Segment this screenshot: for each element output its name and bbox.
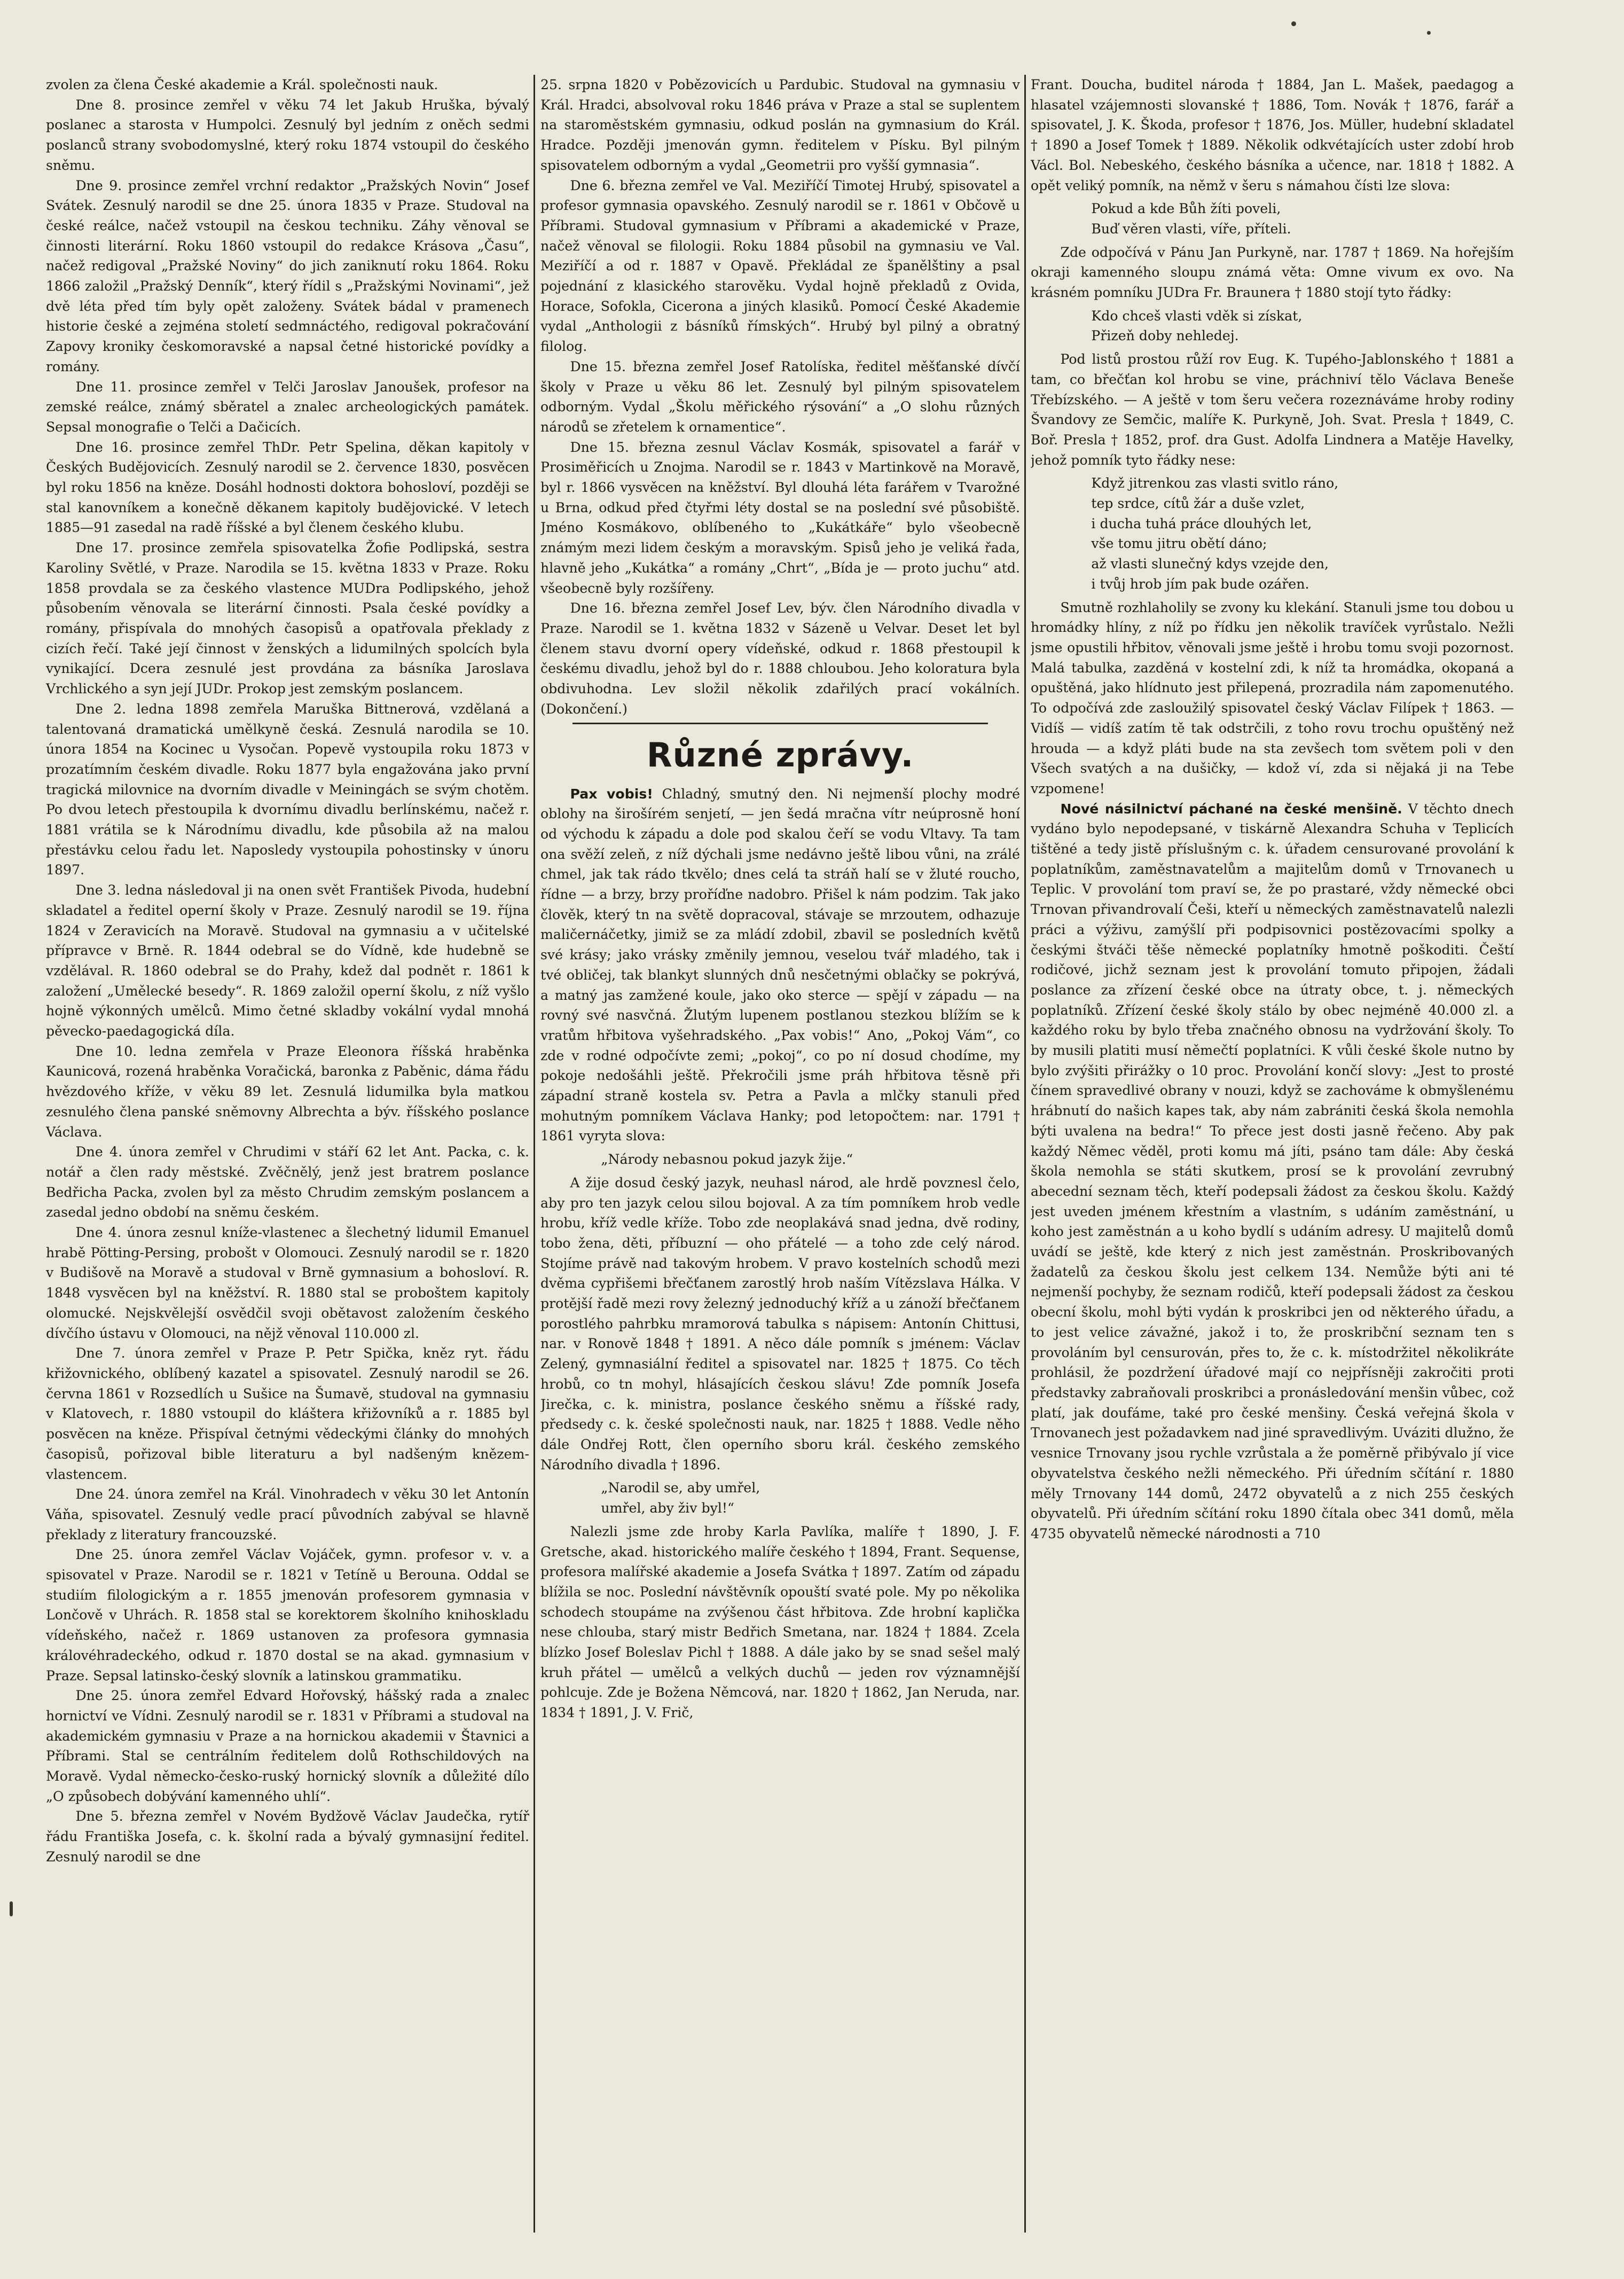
news-paragraph: Nalezli jsme zde hroby Karla Pavlíka, malíře † 1890, J. F. Gretsche, akad. historického malíře českého † 1894, Frant. Sequense, profesora malířské akademie a Josefa Svátka † 1897. Zatím od západu blížila se noc. Poslední návštěvník opouští svaté pole. My po několika schodech stoupáme na zvýšenou část hřbitova. Zde hrobní kaplička nese chlouba, starý mistr Bedřich Smetana, nar. 1824 † 1884. Zcela blízko Josef Boleslav Pichl † 1888. A dále jako by se snad sešel malý kruh přátel — umělců a velkých duchů — jeden rov významnější pohlcuje. Zde je Božena Němcová, nar. 1820 † 1862, Jan Neruda, nar. 1834 † 1891, J. V. Frič, [540, 1523, 1020, 1721]
obituary-paragraph: Dne 15. března zesnul Václav Kosmák, spisovatel a farář v Prosiměřicích u Znojma. Narodil se r. 1843 v Martinkově na Moravě, byl r. 1866 vysvěcen na kněžství. Byl dlouhá léta farářem v Tvarožné u Brna, odkud před čtyřmi léty dostal se na poslední své působiště. Jméno Kosmákovo, oblíbeného to „Kukátkáře“ bylo všeobecně známým mezi lidem českým a moravským. Spisů jeho je veliká řada, hlavně jeho „Kukátka“ a romány „Chrt“, „Bída je — proto juchu“ atd. všeobecně byly rozšířeny. [540, 439, 1020, 596]
obituary-paragraph: Dne 16. prosince zemřel ThDr. Petr Spelina, děkan kapitoly v Českých Budějovicích. Zesnulý narodil se 2. července 1830, posvěcen byl roku 1856 na kněze. Dosáhl hodnosti doktora bohosloví, později se stal kanovníkem a konečně děkanem kapitoly budějovické. V letech 1885—91 zasedal na radě říšské a byl členem českého klubu. [46, 439, 529, 536]
column-left [46, 75, 529, 2233]
verse-line: vše tomu jitru obětí dáno; [1091, 536, 1267, 552]
obituary-paragraph: Dne 25. února zemřel Edvard Hořovský, hášský rada a znalec hornictví ve Vídni. Zesnulý narodil se r. 1831 v Příbrami a studoval na akademickém gymnasiu v Praze a na hornickou akademii v Štavnici a Příbrami. Stal se centrálním ředitelem dolů Rothschildových na Moravě. Vydal německo-česko-ruský hornický slovník a důležité dílo „O způsobech dobývání kamenného uhlí“. [46, 1688, 529, 1804]
section-title: Různé zprávy. [646, 735, 914, 774]
verse-line: i tvůj hrob jím pak bude ozářen. [1091, 576, 1309, 592]
verse-line: umřel, aby živ byl!“ [601, 1500, 734, 1516]
quoted-verse [601, 1149, 1020, 1170]
obituary-paragraph: Dne 25. února zemřel Václav Vojáček, gymn. profesor v. v. a spisovatel v Praze. Narodil se r. 1821 v Tetíně u Berouna. Oddal se studiím filologickým a r. 1855 jmenován profesorem gymnasia v Lončově v Uhrách. R. 1858 stal se korektorem školního knihoskladu vídeňského, načež r. 1869 ustanoven za profesora gymnasia královéhradeckého, odkud r. 1870 dostal se na akad. gymnasium v Praze. Sepsal latinsko-český slovník a latinskou grammatiku. [46, 1547, 529, 1683]
verse-line: „Narodil se, aby umřel, [601, 1480, 760, 1496]
obituary-paragraph: Dne 15. března zemřel Josef Ratolíska, ředitel měšťanské dívčí školy v Praze u věku 86 let. Zesnulý byl pilným spisovatelem odborným. Vydal „Školu měřického rýsování“ a „O slohu různých národů se zřetelem k ornamentice“. [540, 358, 1020, 435]
quoted-verse [1091, 473, 1514, 594]
obituary-paragraph: Dne 11. prosince zemřel v Telči Jaroslav Janoušek, profesor na zemské reálce, známý sběratel a znalec archeologických památek. Sepsal monografie o Telči a Dačicích. [46, 379, 529, 435]
obituary-paragraph: Dne 2. ledna 1898 zemřela Maruška Bittnerová, vzdělaná a talentovaná dramatická umělkyně česká. Zesnulá narodila se 10. února 1854 na Kocinec u Vysočan. Popevě vystoupila roku 1873 v prozatímním českém divadle. Roku 1877 byla engažována jako první tragická milovnice na dvorním divadle v Meiningách se svým chotěm. Po dvou letech přestoupila k dvornímu divadlu berlínskému, načež r. 1881 vrátila se k Národnímu divadlu, kde působila až na malou přestávku celou řadu let. Naposledy vystoupila pohostinsky v únoru 1897. [46, 701, 529, 878]
news-item [540, 784, 1020, 1147]
verse-line: Pokud a kde Bůh žíti poveli, [1091, 201, 1281, 217]
verse-line: Buď věren vlasti, víře, příteli. [1091, 221, 1291, 237]
news-paragraph: Zde odpočívá v Pánu Jan Purkyně, nar. 1787 † 1869. Na hořejším okraji kamenného sloupu známá věta: Omne vivum ex ovo. Na krásném pomníku JUDra Fr. Braunera † 1880 stojí tyto řádky: [1031, 244, 1514, 301]
news-text: V těchto dnech vydáno bylo nepodepsané, v tiskárně Alexandra Schuha v Teplicích tištěné a tedy jistě příslušným c. k. úřadem censurované provolání k poplatníkům, zaměstnavatelům a majitelům domů v Trnovanech u Teplic. V provolání tom praví se, že po prastaré, vždy německé obci Trnovan přivandrovalí Češi, kteří u německých zaměstnavatelů nalezli práci a výživu, zamýšlí při podpisovnici postězovacími spolky a českými štváči těše německé poplatníky hmotně poškoditi. Čeští rodičové, jichž seznam jest k provolání tomuto připojen, žádali poslance za zřízení české obce na útraty obce, t. j. německých poplatníků. Zřízení české školy stálo by obec nejméně 40.000 zl. a každého roku by bylo třeba značného obnosu na vydržování školy. To by musili platiti musí němečtí poplatníci. K vůli české škole nutno by bylo zvýšiti přirážky o 10 proc. Provolání končí slovy: „Jest to prosté čínem spravedlivé obrany v nouzi, když se zachováme k obmyšlenému hrábnutí do našich kapes tak, aby nám zabrániti česká škola nemohla býti uvalena na bedra!“ To přece jest dosti jasně řečeno. Aby pak každý Němec věděl, proti komu má jíti, psáno tam dále: Aby česká škola nemohla se státi skutkem, prosí se k provolání zevrubný abecední seznam těch, kteří podepsali žádost za českou školu. Každý jest uveden jménem křestním a vlastním, s udáním zaměstnání, u koho jest zaměstnán a u koho bydlí s udáním adresy. U majitelů domů uvádí se ještě, kde který z nich jest zaměstnán. Proskribovaných žadatelů za českou školu jest celkem 134. Nemůže býti ani té nejmenší pochyby, že seznam rodičů, kteří podepsali žádost za českou obecní školu, mohl býti vydán k proskribci jen od některého úřadu, a to jest velice závažné, jakož i to, že proskribční seznam ten s provoláním byl censurován, přes to, že c. k. místodržitel několikráte prohlásil, že pozdržení úřadové mají co nejpřísněji zakročiti proti představky zabraňovali proskribci a pronásledování menšin vůbec, což platí, jak doufáme, také pro české menšiny. Česká veřejná škola v Trnovanech jest požadavkem nad jiné spravedlivým. Uváziti dlužno, že vesnice Trnovany jsou rychle vzrůstala a že poměrně přibývalo jí vice obyvatelstva českého nežli německého. Při úředním sčítání r. 1880 měly Trnovany 144 domů, 2472 obyvatelů a z nich 255 českých obyvatelů. Při úředním sčítání roku 1890 čítala obec 341 domů, měla 4735 obyvatelů německé národnosti a 710 [1031, 801, 1514, 1541]
scan-speck [1291, 21, 1296, 26]
column-divider [534, 75, 535, 2233]
section-divider [572, 723, 988, 724]
obituary-paragraph: zvolen za člena České akademie a Král. společnosti nauk. [46, 77, 438, 92]
obituary-paragraph: Dne 5. března zemřel v Novém Bydžově Václav Jaudečka, rytíř řádu Františka Josefa, c. k. školní rada a bývalý gymnasijní ředitel. Zesnulý narodil se dne [46, 1808, 529, 1865]
news-item [1031, 799, 1514, 1544]
obituary-paragraph: Dne 4. února zesnul kníže-vlastenec a šlechetný lidumil Emanuel hrabě Pötting-Persing, probošt v Olomouci. Zesnulý narodil se r. 1820 v Budišově na Moravě a studoval v Brně gymnasium a bohosloví. R. 1848 vysvěcen byl na kněžství. R. 1880 stal se proboštem kapitoly olomucké. Nejskvělejší osvědčil svoji obětavost založením českého dívčího ústavu v Olomouci, na nějž věnoval 110.000 zl. [46, 1225, 529, 1341]
news-paragraph: Smutně rozhlaholily se zvony ku klekání. Stanuli jsme tou dobou u hromádky hlíny, z níž po řídku jen několik travíček vyrůstalo. Nežli jsme opustili hřbitov, věnovali jsme ještě i hrobu tomu svoji pozornost. Malá tabulka, zazděná v kostelní zdi, k níž ta hromádka, okopaná a opuštěná, jako hlídnuto jest přilepená, prozradila nám zapomenutého. To odpočívá zde zasloužilý spisovatel český Václav Filípek † 1863. — Vidíš — vidíš zatím tě tak odstrčili, z toho rovu trochu opuštěný než hrouda — a když pláti bude na sta zevšech tom světem poli v den Všech svatých a na dušičky, — kdož ví, zda si nějaká ji na Tebe vzpomene! [1031, 599, 1514, 796]
news-paragraph: Frant. Doucha, buditel národa † 1884, Jan L. Mašek, paedagog a hlasatel vzájemnosti slovanské † 1886, Tom. Novák † 1876, farář a spisovatel, J. K. Škoda, profesor † 1876, Jos. Müller, hudební skladatel † 1890 a Josef Tomek † 1889. Několik odkvétajících uster zdobí hrob Václ. Bol. Nebeského, českého básníka a učence, nar. 1818 † 1882. A opět veliký pomník, na němž v šeru s námahou čísti lze slova: [1031, 77, 1514, 193]
obituary-paragraph: 25. srpna 1820 v Pobězovicích u Pardubic. Studoval na gymnasiu v Král. Hradci, absolvoval roku 1846 práva v Praze a stal se suplentem na staroměstském gymnasiu, odkud poslán na gymnasium do Král. Hradce. Později jmenován gymn. ředitelem v Písku. Byl pilným spisovatelem odborným a vydal „Geometrii pro vyšší gymnasia“. [540, 77, 1020, 173]
news-paragraph: Pod listů prostou růží rov Eug. K. Tupého-Jablonského † 1881 a tam, co břečťan kol hrobu se vine, práchniví tělo Václava Beneše Třebízského. — A ještě v tom šeru večera rozeznáváme hroby rodiny Švandovy ze Semčic, malíře K. Purkyně, Joh. Svat. Presla † 1849, C. Boř. Presla † 1852, prof. dra Gust. Adolfa Lindnera a Matěje Havelky, jehož pomník tyto řádky nese: [1031, 351, 1514, 468]
scan-speck [1427, 31, 1431, 35]
scan-speck [10, 1901, 13, 1916]
news-text: Chladný, smutný den. Ni nejmenší plochy modré oblohy na širošírém senjetí, — jen šedá mračna vítr neúprosně honí od východu k západu a dole pod skalou čeří se vodu Vltavy. Ta tam ona svěží zeleň, z níž dýchali jsme nedávno ještě libou vůni, na zrálé chmel, jak tak rádo tkvělo; dnes celá ta stráň halí se v žluté roucho, řídne — a brzy, brzy proříďne nadobro. Přišel k nám podzim. Tak jako člověk, který tn na světě dopracoval, stávaje se mrzoutem, odhazuje maličernáčetky, jimiž se za mládí zdobil, zbavil se posledních květů své krásy; jako vrásky změnily jemnou, veselou tvář mladého, tak i tvé obličej, tak blankyt slunných dnů nesčetnými oblačky se pokrývá, a matný jas zamžené koule, jako oko sterce — spějí v západu — na rovný své nasvčná. Žlutým lupenem postlanou stezkou blížím se k vratům hřbitova vyšehradského. „Pax vobis!“ Ano, „Pokoj Vám“, co zde v rodné odpočívte zemi; „pokoj“, co po ní dosud chodíme, my pokoje nedošáhli ještě. Překročili jsme práh hřbitova těsně při západní straně kostela sv. Petra a Pavla a mlčky stanuli před mohutným pomníkem Václava Hanky; pod letopočtem: nar. 1791 † 1861 vyryta slova: [540, 786, 1020, 1144]
news-heading: Nové násilnictví páchané na české menšině. [1060, 801, 1402, 817]
verse-line: Přizeň doby nehledej. [1091, 328, 1239, 344]
column-middle [540, 75, 1020, 2233]
obituary-paragraph: Dne 9. prosince zemřel vrchní redaktor „Pražských Novin“ Josef Svátek. Zesnulý narodil se dne 25. února 1835 v Praze. Studoval na české reálce, načež vstoupil na českou techniku. Záhy věnoval se činnosti literární. Roku 1860 vstoupil do redakce Krásova „Času“, načež redigoval „Pražské Noviny“ do jich zaniknutí roku 1864. Roku 1866 založil „Pražský Denník“, který řídil s „Pražskými Novinami“, jež dvě léta před tím byly opět založeny. Svátek bádal v pramenech historie české a zejména století sedmnáctého, redigoval pokračování Zapovy kroniky českomoravské a napsal četné historické povídky a romány. [46, 177, 529, 374]
quoted-verse [601, 1478, 1020, 1518]
obituary-paragraph: Dne 3. ledna následoval ji na onen svět František Pivoda, hudební skladatel a ředitel operní školy v Praze. Zesnulý narodil se 19. října 1824 v Zeravicích na Moravě. Studoval na gymnasiu a v učitelské přípravce v Brně. R. 1844 odebral se do Vídně, kde hudebně se vzdělával. R. 1860 odebral se do Prahy, kdež dal podnět r. 1861 k založení „Umělecké besedy“. R. 1869 založil operní školu, z níž vyšlo hojně výkonných umělců. Mimo četné skladby vokální vydal mnohá pěvecko-paedagogická díla. [46, 882, 529, 1039]
verse-line: i ducha tuhá práce dlouhých let, [1091, 515, 1312, 531]
obituary-paragraph: Dne 4. února zemřel v Chrudimi v stáří 62 let Ant. Packa, c. k. notář a člen rady městské. Zvěčnělý, jenž jest bratrem poslance Bedřicha Packa, zvolen byl za město Chrudim zemským poslancem a zasedal jedno období na sněmu českém. [46, 1144, 529, 1220]
verse-line: „Národy nebasnou pokud jazyk žije.“ [601, 1152, 853, 1168]
verse-line: Kdo chceš vlasti vděk si získat, [1091, 308, 1303, 324]
quoted-verse [1091, 199, 1514, 239]
quoted-verse [1091, 306, 1514, 346]
obituary-paragraph: Dne 17. prosince zemřela spisovatelka Žofie Podlipská, sestra Karoliny Světlé, v Praze. Narodila se 15. května 1833 v Praze. Roku 1858 provdala se za českého vlastence MUDra Podlipského, jehož působením věnovala se literární činnosti. Psala české povídky a romány, přispívala do mnohých časopisů a opatřovala překlady z cizích řečí. Také její činnost v ženských a lidumilných spolcích byla vynikající. Dcera zesnulé jest provdána za básníka Jaroslava Vrchlického a syn její JUDr. Prokop jest zemským poslancem. [46, 540, 529, 697]
obituary-paragraph: Dne 10. ledna zemřela v Praze Eleonora říšská hraběnka Kaunicová, rozená hraběnka Voračická, baronka z Paběnic, dáma řádu hvězdového kříže, v věku 89 let. Zesnulá lidumilka byla matkou zesnulého člena panské sněmovny Albrechta a býv. říšského poslance Václava. [46, 1043, 529, 1140]
obituary-paragraph: Dne 24. února zemřel na Král. Vinohradech v věku 30 let Antonín Váňa, spisovatel. Zesnulý vedle prací původních zabýval se hlavně překlady z literatury francouzské. [46, 1486, 529, 1542]
verse-line: tep srdce, cítů žár a duše vzlet, [1091, 496, 1305, 512]
news-heading: Pax vobis! [570, 786, 653, 802]
column-divider [1024, 75, 1026, 2233]
news-paragraph: A žije dosud český jazyk, neuhasl národ, ale hrdě povznesl čelo, aby pro ten jazyk celou silou bojoval. A za tím pomníkem hrob vedle hrobu, kříž vedle kříže. Tobo zde neoplakává snad jedna, dvě rodiny, tobo žena, děti, příbuzní — oho přátelé — a toho zde celý národ. Stojíme právě nad takovým hrobem. V pravo kostelních schodů mezi dvěma cypřišemi břečťanem zarostlý hrob naším Vítězslava Hálka. V protější řadě mezi rovy železný jednoduchý kříž a u zánoží břečťanem porostlého pahrbku mramorová tabulka s nápisem: Antonín Chittusi, nar. v Ronově 1848 † 1891. A něco dále pomník s jménem: Václav Zelený, gymnasiální ředitel a spisovatel nar. 1825 † 1875. Co těch hrobů, co tn mohyl, hlásajících českou slávu! Zde pomník Josefa Jirečka, c. k. ministra, poslance českého sněmu a říšské rady, předsedy c. k. české společnosti nauk, nar. 1825 † 1888. Vedle něho dále Ondřej Rott, člen operního sboru král. českého zemského Národního divadla † 1896. [540, 1174, 1020, 1473]
obituary-paragraph: Dne 7. února zemřel v Praze P. Petr Spička, kněz ryt. řádu křižovnického, oblíbený kazatel a spisovatel. Zesnulý narodil se 26. června 1861 v Rozsedlích u Sušice na Šumavě, studoval na gymnasiu v Klatovech, r. 1880 vstoupil do kláštera křižovníků a r. 1885 byl posvěcen na kněze. Přispíval četnými vědeckými články do mnohých časopisů, pořizoval bible literaturu a byl nadšeným knězem-vlastencem. [46, 1345, 529, 1482]
verse-line: až vlasti slunečný kdys vzejde den, [1091, 556, 1329, 572]
verse-line: Když jitrenkou zas vlasti svitlo ráno, [1091, 475, 1339, 491]
column-right [1031, 75, 1514, 2233]
obituary-paragraph: Dne 8. prosince zemřel v věku 74 let Jakub Hruška, bývalý poslanec a starosta v Humpolci. Zesnulý byl jedním z oněch sedmi poslanců strany svobodomyslné, který roku 1874 vstoupil do českého sněmu. [46, 97, 529, 173]
obituary-paragraph: Dne 6. března zemřel ve Val. Meziříčí Timotej Hrubý, spisovatel a profesor gymnasia opavského. Zesnulý narodil se r. 1861 v Občově u Příbrami. Studoval gymnasium v Příbrami a akademické v Praze, načež věnoval se filologii. Roku 1884 působil na gymnasiu ve Val. Meziříčí a od r. 1887 v Opavě. Překládal ze španělštiny a psal pojednání z klasického starověku. Vydal hojně překladů z Ovida, Horace, Sofokla, Cicerona a jiných klasiků. Pomocí České Akademie vydal „Anthologii z básníků římských“. Hrubý byl pilný a obratný filolog. [540, 177, 1020, 355]
obituary-paragraph: Dne 16. března zemřel Josef Lev, býv. člen Národního divadla v Praze. Narodil se 1. května 1832 v Sázeně u Velvar. Deset let byl členem stavu dvorní opery vídeňské, odkud r. 1868 přestoupil k českému divadlu, jehož byl do r. 1888 chloubou. Jeho koloratura byla obdivuhodna. Lev složil několik zdařilých prací vokálních. (Dokončení.) [540, 600, 1020, 717]
